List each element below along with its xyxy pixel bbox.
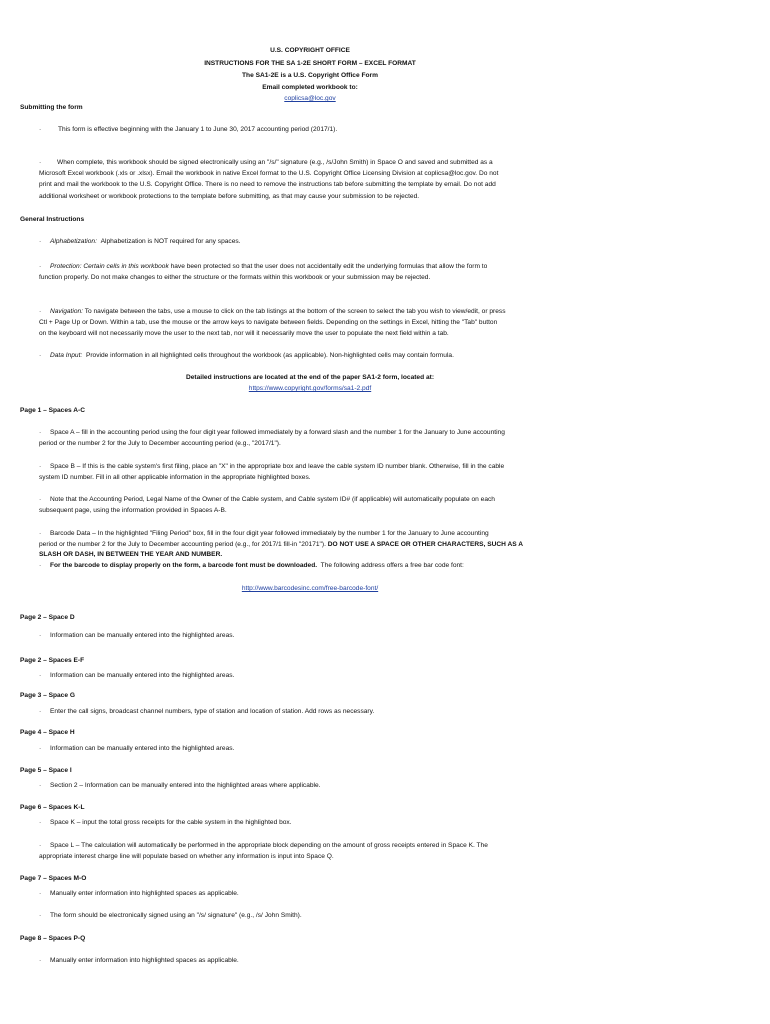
barcode-warning: DO NOT USE A SPACE OR OTHER CHARACTERS, SUCH AS A	[327, 541, 524, 548]
barcode-text-1: Barcode Data – In the highlighted "Filing Period" box, fill in the four digit year followed immediately by the number 1 for the January to June accounting	[50, 530, 489, 537]
bullet: ·	[39, 890, 42, 897]
header-line-1: U.S. COPYRIGHT OFFICE	[270, 47, 350, 54]
alphabetization-item	[50, 237, 241, 246]
bullet: ·	[39, 463, 42, 470]
submitting-paragraph-2c: print and mail the workbook to the U.S. Copyright Office. There is no need to remove the instructions tab before submitting the template by email. Do not add	[39, 181, 496, 188]
section-item: Space L – The calculation will automatically be performed in the appropriate block depending on the amount of gross receipts entered in Space K. The	[50, 842, 488, 849]
barcode-font-text: The following address offers a free bar code font:	[320, 562, 464, 569]
section-heading: Page 4 – Space H	[20, 729, 75, 736]
section-item: Manually enter information into highlighted spaces as applicable.	[50, 890, 239, 897]
note-text-2: subsequent page, using the information provided in Spaces A-B.	[39, 507, 227, 514]
bullet: ·	[39, 429, 42, 436]
bullet: ·	[39, 496, 42, 503]
bullet: ·	[39, 308, 42, 315]
bullet: ·	[39, 745, 42, 752]
alphabetization-label: Alphabetization:	[50, 238, 97, 245]
bullet: ·	[39, 708, 42, 715]
space-b-text-2: system ID number. Fill in all other applicable information in the appropriate highlighted boxes.	[39, 474, 311, 481]
space-b-text-1: Space B – If this is the cable system's first filing, place an "X" in the appropriate box and leave the cable system ID number blank. Otherwise, fill in the cable	[50, 463, 505, 470]
section-item: Space K – input the total gross receipts for the cable system in the highlighted box.	[50, 819, 292, 826]
barcode-warning-2: SLASH OR DASH, IN BETWEEN THE YEAR AND NUMBER.	[39, 551, 223, 558]
navigation-text-2: Ctl + Page Up or Down. Within a tab, use the mouse or the arrow keys to navigate between fields. Depending on the settings in Excel, hitting the "Tab" button	[39, 319, 498, 326]
protection-item	[50, 262, 487, 271]
general-heading: General Instructions	[20, 216, 85, 223]
bullet: ·	[39, 159, 42, 166]
submitting-paragraph-2a: When complete, this workbook should be signed electronically using an "/s/" signature (e.g., /s/John Smith) in Space O and saved and submitted as a	[57, 159, 493, 166]
section-item: Information can be manually entered into the highlighted areas.	[50, 745, 235, 752]
header-line-2: INSTRUCTIONS FOR THE SA 1-2E SHORT FORM – EXCEL FORMAT	[204, 60, 416, 67]
section-heading: Page 2 – Spaces E-F	[20, 657, 85, 664]
barcode-font-line	[50, 561, 464, 570]
submitting-heading: Submitting the form	[20, 104, 83, 111]
bullet: ·	[39, 782, 42, 789]
section-heading: Page 8 – Spaces P-Q	[20, 935, 86, 942]
bullet: ·	[39, 957, 42, 964]
navigation-label: Navigation:	[50, 308, 83, 315]
barcode-font-bold: For the barcode to display properly on the form, a barcode font must be downloaded.	[50, 562, 318, 569]
bullet: ·	[39, 842, 42, 849]
note-text-1: Note that the Accounting Period, Legal Name of the Owner of the Cable system, and Cable system ID# (if applicable) will automatically populate on each	[50, 496, 495, 503]
section-heading: Page 6 – Spaces K-L	[20, 804, 85, 811]
section-heading: Page 3 – Space G	[20, 692, 75, 699]
page1-heading: Page 1 – Spaces A-C	[20, 407, 85, 414]
bullet: ·	[39, 530, 42, 537]
bullet: ·	[39, 672, 42, 679]
barcode-text-2	[39, 540, 523, 549]
section-item: Information can be manually entered into the highlighted areas.	[50, 672, 235, 679]
bullet: ·	[39, 238, 42, 245]
bullet: ·	[39, 562, 42, 569]
protection-text-2: function properly. Do not make changes to either the structure or the formats within this workbook or your submission may be rejected.	[39, 274, 431, 281]
barcode-text-2a: period or the number 2 for the July to December accounting period (e.g., for 2017/1 fill-in "20171").	[39, 541, 326, 548]
section-item: Section 2 – Information can be manually entered into the highlighted areas where applicable.	[50, 782, 321, 789]
section-heading: Page 7 – Spaces M-O	[20, 875, 87, 882]
detailed-instructions-line: Detailed instructions are located at the end of the paper SA1-2 form, located at:	[185, 374, 435, 381]
submitting-paragraph-2b: Microsoft Excel workbook (.xls or .xlsx). Email the workbook in native Excel format to the U.S. Copyright Office Licensing Division at coplicsa@loc.gov. Do not	[39, 170, 499, 177]
bullet: ·	[39, 126, 42, 133]
alphabetization-text: Alphabetization is NOT required for any spaces.	[100, 238, 241, 245]
protection-label: Protection: Certain cells in this workbook	[50, 263, 169, 270]
space-a-text-2: period or the number 2 for the July to December accounting period (e.g., "2017/1").	[39, 440, 281, 447]
navigation-item	[50, 307, 506, 316]
barcode-font-link[interactable]: http://www.barcodesinc.com/free-barcode-font/	[241, 585, 379, 592]
section-item: Manually enter information into highlighted spaces as applicable.	[50, 957, 239, 964]
section-heading: Page 5 – Space I	[20, 767, 72, 774]
protection-text-1: have been protected so that the user does not accidentally edit the underlying formulas that allow the form to	[170, 263, 488, 270]
submitting-paragraph-2d: additional worksheet or workbook protections to the template before submitting, as that may cause your submission to be rejected.	[39, 193, 420, 200]
detailed-instructions-link[interactable]: https://www.copyright.gov/forms/sa1-2.pdf	[248, 385, 372, 392]
data-input-item	[50, 351, 454, 360]
space-a-text-1: Space A – fill in the accounting period using the four digit year followed immediately by a forward slash and the number 1 for the January to June accounting	[50, 429, 505, 436]
bullet: ·	[39, 912, 42, 919]
header-line-3: The SA1-2E is a U.S. Copyright Office Form	[242, 72, 378, 79]
header-line-4: Email completed workbook to:	[262, 84, 358, 91]
navigation-text-1: To navigate between the tabs, use a mouse to click on the tab listings at the bottom of the screen to select the tab you wish to view/edit, or press	[84, 308, 506, 315]
data-input-label: Data Input:	[50, 352, 83, 359]
section-item: Information can be manually entered into the highlighted areas.	[50, 632, 235, 639]
submitting-paragraph-1: This form is effective beginning with the January 1 to June 30, 2017 accounting period (2017/1).	[58, 126, 338, 133]
bullet: ·	[39, 263, 42, 270]
section-item: appropriate interest charge line will populate based on whether any information is input into Space Q.	[39, 853, 334, 860]
bullet: ·	[39, 352, 42, 359]
section-item: The form should be electronically signed using an "/s/ signature" (e.g., /s/ John Smith).	[50, 912, 302, 919]
header-email-link[interactable]: coplicsa@loc.gov	[284, 95, 336, 102]
section-heading: Page 2 – Space D	[20, 614, 75, 621]
bullet: ·	[39, 632, 42, 639]
bullet: ·	[39, 819, 42, 826]
data-input-text: Provide information in all highlighted cells throughout the workbook (as applicable). Non-highlighted cells may contain formula.	[85, 352, 454, 359]
navigation-text-3: on the keyboard will not necessarily move the user to the next tab, nor will it necessarily move the user to populate the next field within a tab.	[39, 330, 449, 337]
section-item: Enter the call signs, broadcast channel numbers, type of station and location of station. Add rows as necessary.	[50, 708, 375, 715]
